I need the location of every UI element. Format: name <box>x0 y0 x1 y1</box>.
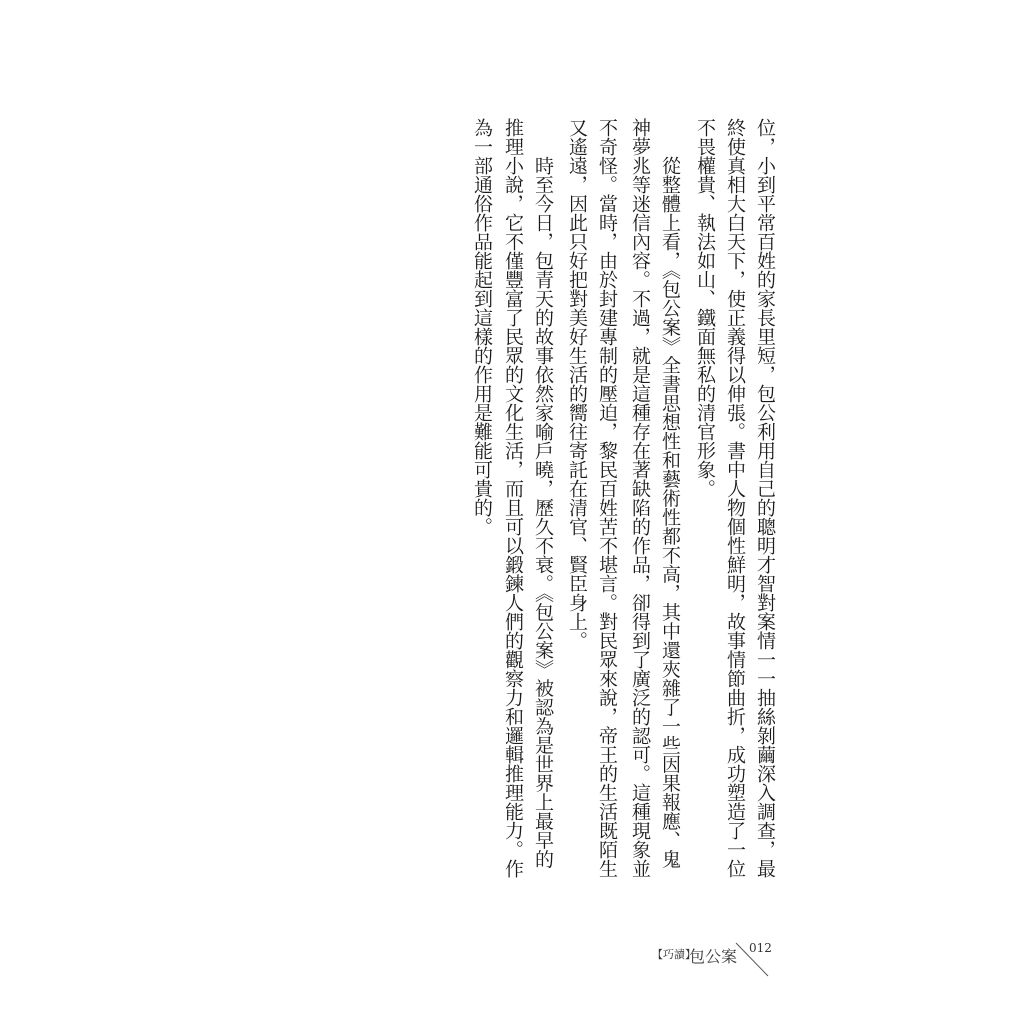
text-column: 時至今日，包青天的故事依然家喻戶曉，歷久不衰。《包公案》被認為是世界上最早的 <box>532 156 554 869</box>
text-column: 從整體上看，《包公案》全書思想性和藝術性都不高，其中還夾雜了一些因果報應、鬼 <box>659 156 681 869</box>
text-column: 又遙遠，因此只好把對美好生活的嚮往寄託在清官、賢臣身上。 <box>566 118 588 650</box>
series-label: 【巧讀】 <box>652 948 696 961</box>
text-column: 終使真相大白天下，使正義得以伸張。書中人物個性鮮明，故事情節曲折，成功塑造了一位 <box>724 118 746 878</box>
text-column: 推理小說，它不僅豐富了民眾的文化生活，而且可以鍛鍊人們的觀察力和邏輯推理能力。作 <box>502 118 524 878</box>
book-title: 包公案 <box>689 947 738 966</box>
page-number: 012 <box>749 941 772 955</box>
text-column: 位，小到平常百姓的家長里短，包公利用自己的聰明才智對案情一一抽絲剝繭深入調查，最 <box>754 118 776 878</box>
text-column: 神夢兆等迷信內容。不過，就是這種存在著缺陷的作品，卻得到了廣泛的認可。這種現象並 <box>629 118 651 878</box>
text-column: 為一部通俗作品能起到這樣的作用是難能可貴的。 <box>471 118 493 536</box>
text-column: 不畏權貴、執法如山、鐵面無私的清官形象。 <box>694 118 716 498</box>
text-column: 不奇怪。當時，由於封建專制的壓迫，黎民百姓苦不堪言。對民眾來說，帝王的生活既陌生 <box>596 118 618 878</box>
